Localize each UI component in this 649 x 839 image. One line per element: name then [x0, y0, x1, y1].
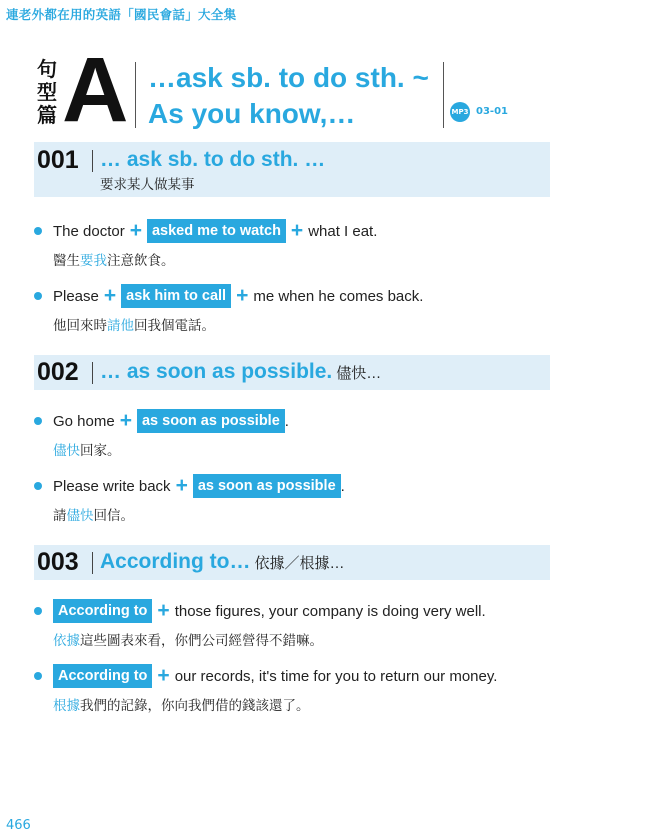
pattern-letter: A [62, 39, 129, 141]
example-translation: 醫生要我注意飲食。 [53, 253, 175, 269]
header-divider [135, 62, 136, 128]
track-number: 03-01 [476, 106, 508, 117]
plus-icon: + [119, 409, 132, 432]
example-sentence: The doctor + asked me to watch + what I eat. [53, 219, 378, 242]
bullet-icon [34, 417, 42, 425]
plus-icon: + [157, 599, 170, 622]
plus-icon: + [290, 219, 304, 242]
pattern-header [34, 39, 534, 141]
section-divider [92, 362, 93, 384]
section-subtitle: 要求某人做某事 [100, 177, 195, 193]
mp3-icon[interactable]: MP3 [450, 102, 470, 122]
example-translation: 請儘快回信。 [53, 508, 134, 524]
plus-icon: + [236, 284, 249, 307]
highlight-phrase: as soon as possible [193, 474, 341, 498]
page-number: 466 [6, 818, 31, 833]
bullet-icon [34, 292, 42, 300]
example-sentence: Go home + as soon as possible . [53, 409, 289, 432]
highlight-phrase: According to [53, 599, 152, 623]
example-sentence: Please + ask him to call + me when he comes back. [53, 284, 424, 307]
section-title: … ask sb. to do sth. … [100, 148, 326, 171]
example-sentence: Please write back + as soon as possible . [53, 474, 345, 497]
example-translation: 他回來時請他回我個電話。 [53, 318, 215, 334]
section-number: 003 [37, 548, 79, 576]
bullet-icon [34, 672, 42, 680]
section-divider [92, 150, 93, 172]
section-number: 001 [37, 146, 79, 174]
section-001 [34, 142, 550, 197]
plus-icon: + [129, 219, 142, 242]
plus-icon: + [175, 474, 188, 497]
bullet-icon [34, 227, 42, 235]
section-002 [34, 355, 550, 390]
section-divider [92, 552, 93, 574]
header-divider [443, 62, 444, 128]
section-title: According to… 依據／根據… [100, 550, 345, 573]
bullet-icon [34, 607, 42, 615]
example-translation: 根據我們的記錄，你向我們借的錢該還了。 [53, 698, 310, 714]
example-translation: 儘快回家。 [53, 443, 121, 459]
highlight-phrase: asked me to watch [147, 219, 286, 243]
highlight-phrase: According to [53, 664, 152, 688]
header-title-line-1: …ask sb. to do sth. ~ [148, 62, 429, 93]
highlight-phrase: as soon as possible [137, 409, 285, 433]
example-sentence: According to + our records, it's time for you to return our money. [53, 663, 497, 689]
pattern-label: 句 型 篇 [37, 57, 57, 127]
section-title: … as soon as possible. 儘快… [100, 360, 382, 383]
section-003 [34, 545, 550, 580]
book-title: 連老外都在用的英語「國民會話」大全集 [6, 7, 237, 22]
plus-icon: + [103, 284, 117, 307]
example-translation: 依據這些圖表來看，你們公司經營得不錯嘛。 [53, 633, 323, 649]
header-title-line-2: As you know,… [148, 98, 356, 129]
section-number: 002 [37, 358, 79, 386]
example-sentence: According to + those figures, your company is doing very well. [53, 598, 486, 624]
bullet-icon [34, 482, 42, 490]
plus-icon: + [157, 664, 170, 687]
highlight-phrase: ask him to call [121, 284, 231, 308]
